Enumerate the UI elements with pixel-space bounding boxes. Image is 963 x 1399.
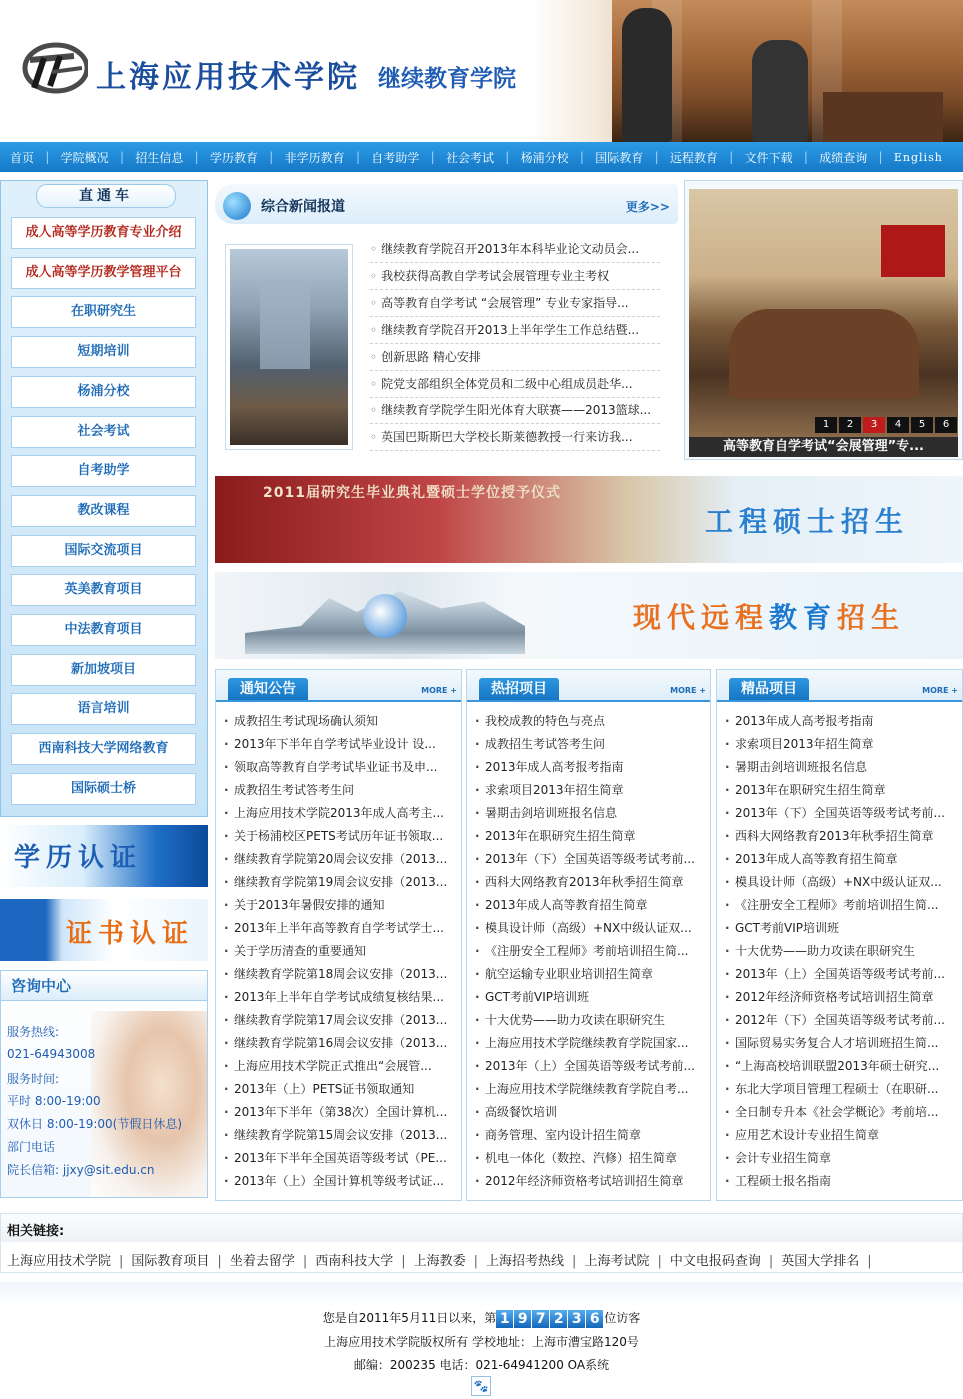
related-link[interactable]: 上海应用技术学院 <box>7 1254 112 1269</box>
related-link[interactable]: 坐着去留学 <box>229 1254 295 1269</box>
featured-program-item[interactable]: · 工程硕士报名指南 <box>723 1170 956 1193</box>
nav-item-4[interactable]: 非学历教育 <box>284 150 345 165</box>
email-link[interactable]: 院长信箱: jjxy@sit.edu.cn <box>7 1163 155 1177</box>
news-photo[interactable] <box>225 244 353 450</box>
bullet-icon: ◦ <box>370 323 378 337</box>
link-separator: | <box>401 1254 406 1269</box>
related-link[interactable]: 国际教育项目 <box>131 1254 210 1269</box>
link-separator: | <box>657 1254 662 1269</box>
sidebar-item-5[interactable]: 社会考试 <box>11 416 196 448</box>
sidebar-item-1[interactable]: 成人高等学历教学管理平台 <box>11 257 196 289</box>
notice-item[interactable]: · 继续教育学院第17周会议安排（2013... <box>222 1009 455 1032</box>
sidebar-item-11[interactable]: 新加坡项目 <box>11 654 196 686</box>
footer <box>0 1282 963 1399</box>
nav-item-3[interactable]: 学历教育 <box>209 150 258 165</box>
nav-item-12[interactable]: English <box>893 150 943 164</box>
hot-program-item[interactable]: · 十大优势——助力攻读在职研究生 <box>473 1009 704 1032</box>
featured-program-item[interactable]: · GCT考前VIP培训班 <box>723 917 956 940</box>
slide-dot-5[interactable]: 5 <box>911 417 933 433</box>
featured-program-item[interactable]: · “上海高校培训联盟2013年硕士研究... <box>723 1055 956 1078</box>
contact-text: 邮编：200235 电话：021-64941200 OA系统 <box>353 1358 610 1372</box>
hours-label: 服务时间: <box>7 1072 60 1086</box>
featured-program-item[interactable]: · 《注册安全工程师》考前培训招生简... <box>723 894 956 917</box>
nav-separator: | <box>505 150 510 164</box>
featured-program-item[interactable]: · 模具设计师（高级）+NX中级认证双... <box>723 871 956 894</box>
nav-item-1[interactable]: 学院概况 <box>60 150 109 165</box>
notice-item[interactable]: · 2013年（上）全国计算机等级考试证... <box>222 1170 455 1193</box>
slide-dot-6[interactable]: 6 <box>935 417 957 433</box>
news-item[interactable] <box>370 317 660 344</box>
counter-digit: 3 <box>568 1310 585 1328</box>
notice-item[interactable]: · 继续教育学院第18周会议安排（2013... <box>222 963 455 986</box>
bullet-icon: ◦ <box>370 377 378 391</box>
hot-program-item[interactable]: · 2013年（下）全国英语等级考试考前... <box>473 848 704 871</box>
sidebar-item-4[interactable]: 杨浦分校 <box>11 376 196 408</box>
hot-program-item[interactable]: · 《注册安全工程师》考前培训招生简... <box>473 940 704 963</box>
hot-program-item[interactable]: · 模具设计师（高级）+NX中级认证双... <box>473 917 704 940</box>
featured-programs-panel <box>716 669 963 1201</box>
nav-separator: | <box>654 150 659 164</box>
news-item[interactable] <box>370 371 660 398</box>
notice-item[interactable]: · 继续教育学院第15周会议安排（2013... <box>222 1124 455 1147</box>
ie-logo-icon <box>363 594 407 638</box>
sidebar-item-3[interactable]: 短期培训 <box>11 336 196 368</box>
consult-center <box>0 970 208 1198</box>
hot-program-item[interactable]: · 航空运输专业职业培训招生简章 <box>473 963 704 986</box>
sidebar-item-10[interactable]: 中法教育项目 <box>11 614 196 646</box>
nav-item-7[interactable]: 杨浦分校 <box>520 150 569 165</box>
notice-item[interactable]: · 关于学历清查的重要通知 <box>222 940 455 963</box>
related-link[interactable]: 英国大学排名 <box>781 1254 860 1269</box>
news-item[interactable] <box>370 344 660 371</box>
slide-dot-2[interactable]: 2 <box>839 417 861 433</box>
nav-item-9[interactable]: 远程教育 <box>669 150 718 165</box>
counter-digit: 6 <box>586 1310 603 1328</box>
notice-item[interactable]: · 2013年下半年（第38次）全国计算机... <box>222 1101 455 1124</box>
hot-program-item[interactable]: · 高级餐饮培训 <box>473 1101 704 1124</box>
notice-item[interactable]: · 2013年下半年自学考试毕业设计 设... <box>222 733 455 756</box>
featured-programs-tab[interactable]: 精品项目 <box>729 678 809 700</box>
sidebar-item-8[interactable]: 国际交流项目 <box>11 535 196 567</box>
nav-separator: | <box>729 150 734 164</box>
degree-verification-banner[interactable] <box>0 825 208 887</box>
featured-program-item[interactable]: · 2012年经济师资格考试培训招生简章 <box>723 986 956 1009</box>
news-item-text: 我校获得高教自学考试会展管理专业主考权 <box>381 269 610 283</box>
sidebar-item-14[interactable]: 国际硕士桥 <box>11 773 196 805</box>
certificate-verification-banner[interactable] <box>0 899 208 961</box>
nav-separator: | <box>430 150 435 164</box>
featured-program-item[interactable]: · 2013年成人高考报考指南 <box>723 710 956 733</box>
notice-item[interactable]: · 继续教育学院第20周会议安排（2013... <box>222 848 455 871</box>
engineering-master-title: 工程硕士招生 <box>705 505 910 538</box>
related-links-title: 相关链接: <box>7 1224 65 1239</box>
hot-program-item[interactable]: · 西科大网络教育2013年秋季招生简章 <box>473 871 704 894</box>
sidebar-item-12[interactable]: 语言培训 <box>11 693 196 725</box>
bullet-icon: ◦ <box>370 296 378 310</box>
related-link[interactable]: 上海考试院 <box>584 1254 650 1269</box>
hot-programs-tab[interactable]: 热招项目 <box>479 678 559 700</box>
link-separator: | <box>302 1254 308 1269</box>
news-item-text: 继续教育学院召开2013上半年学生工作总结暨... <box>381 323 640 337</box>
featured-program-item[interactable]: · 2013年（下）全国英语等级考试考前... <box>723 802 956 825</box>
hot-program-item[interactable]: · 商务管理、室内设计招生简章 <box>473 1124 704 1147</box>
slideshow-caption[interactable]: 高等教育自学考试“会展管理”专... <box>689 437 958 457</box>
college-name: 继续教育学院 <box>378 66 516 92</box>
degree-verification-label: 学历认证 <box>14 843 143 873</box>
sidebar <box>0 180 208 817</box>
notice-tab[interactable]: 通知公告 <box>228 678 308 700</box>
main-nav <box>0 142 963 172</box>
header-photo <box>612 0 963 142</box>
related-link[interactable]: 中文电报码查询 <box>669 1254 761 1269</box>
school-logo-icon[interactable] <box>22 42 88 94</box>
nav-separator: | <box>119 150 125 164</box>
notice-item[interactable]: · 2013年（上）PETS证书领取通知 <box>222 1078 455 1101</box>
counter-digit: 2 <box>550 1310 567 1328</box>
featured-program-item[interactable]: · 全日制专升本《社会学概论》考前培... <box>723 1101 956 1124</box>
featured-program-item[interactable]: · 西科大网络教育2013年秋季招生简章 <box>723 825 956 848</box>
notice-panel <box>215 669 462 1201</box>
slideshow-pager <box>813 417 957 433</box>
featured-program-item[interactable]: · 2012年（下）全国英语等级考试考前... <box>723 1009 956 1032</box>
engineering-master-banner[interactable] <box>215 476 963 563</box>
related-link[interactable]: 上海教委 <box>413 1254 466 1269</box>
news-item-text: 院党支部组织全体党员和二级中心组成员赴华... <box>381 377 633 391</box>
notice-item[interactable]: · 继续教育学院第19周会议安排（2013... <box>222 871 455 894</box>
bullet-icon: ◦ <box>370 350 378 364</box>
hotline-label: 服务热线: <box>7 1025 60 1039</box>
nav-item-8[interactable]: 国际教育 <box>595 150 644 165</box>
link-separator: | <box>572 1254 577 1269</box>
hot-program-item[interactable]: · GCT考前VIP培训班 <box>473 986 704 1009</box>
hot-program-item[interactable]: · 2013年在职研究生招生简章 <box>473 825 704 848</box>
paw-icon[interactable]: 🐾 <box>471 1376 491 1396</box>
news-item[interactable] <box>370 236 660 263</box>
news-more-link[interactable]: 更多>> <box>625 200 670 214</box>
sidebar-item-9[interactable]: 英美教育项目 <box>11 574 196 606</box>
featured-program-item[interactable]: · 2013年成人高等教育招生简章 <box>723 848 956 871</box>
sidebar-item-0[interactable]: 成人高等学历教育专业介绍 <box>11 217 196 249</box>
hot-program-item[interactable]: · 我校成教的特色与亮点 <box>473 710 704 733</box>
distance-education-title: 现代远程教育招生 <box>633 601 906 634</box>
featured-program-item[interactable]: · 2013年（上）全国英语等级考试考前... <box>723 963 956 986</box>
news-item-text: 继续教育学院召开2013年本科毕业论文动员会... <box>381 242 640 256</box>
featured-program-item[interactable]: · 应用艺术设计专业招生简章 <box>723 1124 956 1147</box>
link-separator: | <box>119 1254 124 1269</box>
hot-program-item[interactable]: · 成教招生考试答考生问 <box>473 733 704 756</box>
counter-digit: 9 <box>514 1310 531 1328</box>
visitor-prefix: 您是自2011年5月11日以来，第 <box>322 1311 497 1325</box>
nav-item-5[interactable]: 自考助学 <box>371 150 420 165</box>
slide-dot-4[interactable]: 4 <box>887 417 909 433</box>
notice-item[interactable]: · 2013年上半年自学考试成绩复核结果... <box>222 986 455 1009</box>
notice-item[interactable]: · 关于杨浦校区PETS考试历年证书领取... <box>222 825 455 848</box>
slide-dot-3[interactable]: 3 <box>863 417 885 433</box>
related-link[interactable]: 上海招考热线 <box>486 1254 565 1269</box>
hot-program-item[interactable]: · 2012年经济师资格考试培训招生简章 <box>473 1170 704 1193</box>
hotline-number: 021-64943008 <box>7 1047 96 1061</box>
notice-item[interactable]: · 上海应用技术学院2013年成人高考主... <box>222 802 455 825</box>
nav-separator: | <box>194 150 199 164</box>
visitor-suffix: 位访客 <box>604 1311 641 1325</box>
news-item-text: 继续教育学院学生阳光体育大联赛——2013篮球... <box>381 403 652 417</box>
site-header <box>0 0 963 142</box>
link-separator: | <box>473 1254 479 1269</box>
sidebar-title: 直通车 <box>36 184 176 208</box>
hot-program-item[interactable]: · 2013年成人高考报考指南 <box>473 756 704 779</box>
nav-item-2[interactable]: 招生信息 <box>135 150 184 165</box>
notice-item[interactable]: · 成教招生考试现场确认须知 <box>222 710 455 733</box>
weekend-hours: 双休日 8:00-19:00(节假日休息) <box>7 1117 183 1131</box>
sidebar-item-6[interactable]: 自考助学 <box>11 455 196 487</box>
bullet-icon: ◦ <box>370 403 378 417</box>
hot-program-item[interactable]: · 2013年成人高等教育招生简章 <box>473 894 704 917</box>
news-header <box>215 184 678 224</box>
featured-programs-more-link[interactable]: MORE + <box>922 686 958 695</box>
featured-program-item[interactable]: · 东北大学项目管理工程硕士（在职研... <box>723 1078 956 1101</box>
notice-item[interactable]: · 继续教育学院第16周会议安排（2013... <box>222 1032 455 1055</box>
hot-program-item[interactable]: · 机电一体化（数控、汽修）招生简章 <box>473 1147 704 1170</box>
hot-program-item[interactable]: · 求索项目2013年招生简章 <box>473 779 704 802</box>
hot-program-item[interactable]: · 2013年（上）全国英语等级考试考前... <box>473 1055 704 1078</box>
notice-item[interactable]: · 领取高等教育自学考试毕业证书及申... <box>222 756 455 779</box>
slideshow-image[interactable] <box>689 189 958 437</box>
nav-item-10[interactable]: 文件下载 <box>744 150 793 165</box>
hot-programs-more-link[interactable]: MORE + <box>670 686 706 695</box>
featured-program-item[interactable]: · 求索项目2013年招生简章 <box>723 733 956 756</box>
sidebar-item-13[interactable]: 西南科技大学网络教育 <box>11 733 196 765</box>
notice-item[interactable]: · 2013年下半年全国英语等级考试（PE... <box>222 1147 455 1170</box>
notice-item[interactable]: · 2013年上半年高等教育自学考试学士... <box>222 917 455 940</box>
slideshow <box>684 180 963 460</box>
nav-separator: | <box>269 150 274 164</box>
slide-dot-1[interactable]: 1 <box>815 417 837 433</box>
copyright-text: 上海应用技术学院版权所有 学校地址：上海市漕宝路120号 <box>324 1335 639 1349</box>
related-link[interactable]: 西南科技大学 <box>315 1254 394 1269</box>
visitor-line <box>0 1309 963 1328</box>
nav-separator: | <box>579 150 584 164</box>
distance-education-banner[interactable] <box>215 572 963 659</box>
news-item-text: 创新思路 精心安排 <box>381 350 481 364</box>
hot-program-item[interactable]: · 暑期击剑培训班报名信息 <box>473 802 704 825</box>
sidebar-item-7[interactable]: 教改课程 <box>11 495 196 527</box>
nav-separator: | <box>45 150 50 164</box>
sidebar-item-2[interactable]: 在职研究生 <box>11 296 196 328</box>
dept-phone: 部门电话 <box>7 1140 56 1154</box>
nav-separator: | <box>355 150 360 164</box>
nav-item-11[interactable]: 成绩查询 <box>819 150 868 165</box>
related-links <box>0 1213 963 1273</box>
news-item[interactable] <box>370 263 660 290</box>
featured-program-item[interactable]: · 暑期击剑培训班报名信息 <box>723 756 956 779</box>
nav-separator: | <box>803 150 808 164</box>
nav-item-0[interactable]: 首页 <box>10 150 35 165</box>
link-separator: | <box>867 1254 872 1269</box>
notice-item[interactable]: · 成教招生考试答考生问 <box>222 779 455 802</box>
hot-programs-panel <box>466 669 711 1201</box>
news-section <box>215 180 678 466</box>
news-title: 综合新闻报道 <box>261 199 345 215</box>
certificate-verification-label: 证书认证 <box>66 919 195 949</box>
news-item[interactable] <box>370 398 660 424</box>
bullet-icon: ◦ <box>370 269 378 283</box>
notice-item[interactable]: · 关于2013年暑假安排的通知 <box>222 894 455 917</box>
featured-program-item[interactable]: · 2013年在职研究生招生简章 <box>723 779 956 802</box>
counter-digit: 1 <box>496 1310 513 1328</box>
bullet-icon: ◦ <box>370 430 378 444</box>
hot-program-item[interactable]: · 上海应用技术学院继续教育学院自考... <box>473 1078 704 1101</box>
news-item-text: 高等教育自学考试 “会展管理” 专业专家指导... <box>381 296 629 310</box>
notice-item[interactable]: · 上海应用技术学院正式推出“会展管... <box>222 1055 455 1078</box>
hot-program-item[interactable]: · 上海应用技术学院继续教育学院国家... <box>473 1032 704 1055</box>
featured-program-item[interactable]: · 会计专业招生简章 <box>723 1147 956 1170</box>
consult-title: 咨询中心 <box>1 971 207 1001</box>
link-separator: | <box>768 1254 774 1269</box>
featured-program-item[interactable]: · 十大优势——助力攻读在职研究生 <box>723 940 956 963</box>
news-item-text: 英国巴斯斯巴大学校长斯莱德教授一行来访我... <box>381 430 633 444</box>
school-name: 上海应用技术学院 <box>96 60 360 95</box>
bullet-icon: ◦ <box>370 242 378 256</box>
globe-icon <box>223 192 251 220</box>
news-item[interactable] <box>370 290 660 317</box>
link-separator: | <box>217 1254 222 1269</box>
notice-more-link[interactable]: MORE + <box>421 686 457 695</box>
nav-item-6[interactable]: 社会考试 <box>445 150 494 165</box>
weekday-hours: 平时 8:00-19:00 <box>7 1094 101 1108</box>
news-item[interactable] <box>370 424 660 451</box>
counter-digit: 7 <box>532 1310 549 1328</box>
visitor-counter <box>496 1310 604 1328</box>
featured-program-item[interactable]: · 国际贸易实务复合人才培训班招生简... <box>723 1032 956 1055</box>
graduation-ceremony-text: 2011届研究生毕业典礼暨硕士学位授予仪式 <box>263 485 561 501</box>
nav-separator: | <box>878 150 883 164</box>
